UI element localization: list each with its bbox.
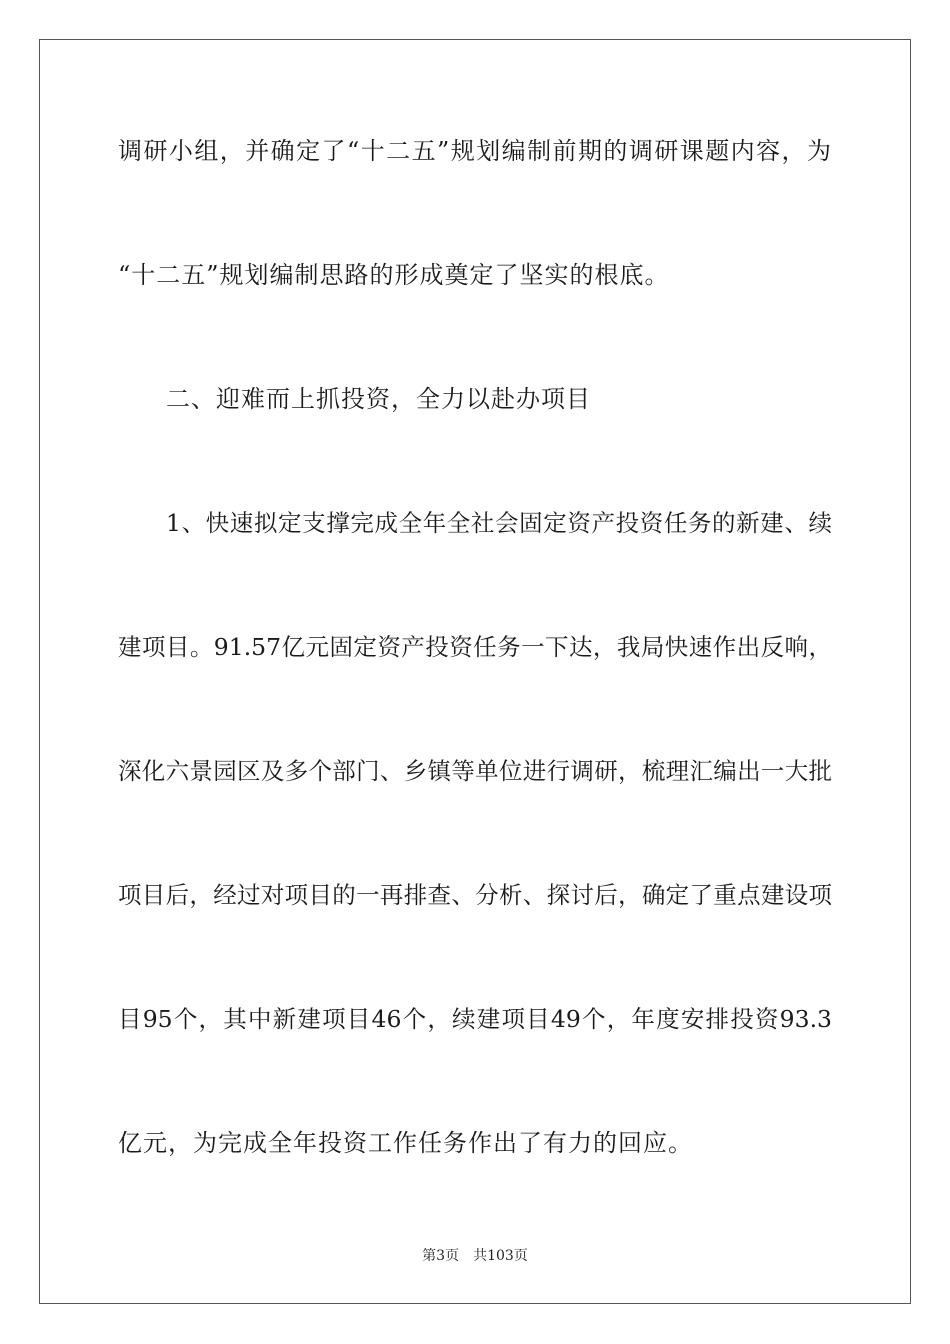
paragraph-line: “十二五”规划编制思路的形成奠定了坚实的根底。 bbox=[118, 261, 670, 289]
page-number: 第3页 bbox=[422, 1248, 460, 1264]
section-heading: 二、迎难而上抓投资，全力以赴办项目 bbox=[166, 385, 591, 413]
paragraph-line: 亿元，为完成全年投资工作任务作出了有力的回应。 bbox=[118, 1129, 693, 1157]
paragraph-line: 1、快速拟定支撑完成全年全社会固定资产投资任务的新建、续 bbox=[166, 509, 832, 537]
paragraph-line: 目95个，其中新建项目46个，续建项目49个，年度安排投资93.3 bbox=[118, 1005, 832, 1033]
page-footer bbox=[0, 1247, 950, 1265]
paragraph-line: 调研小组，并确定了“十二五”规划编制前期的调研课题内容，为 bbox=[118, 137, 832, 165]
page-border bbox=[39, 39, 911, 1304]
paragraph-line: 深化六景园区及多个部门、乡镇等单位进行调研，梳理汇编出一大批 bbox=[118, 757, 832, 785]
paragraph-line: 建项目。91.57亿元固定资产投资任务一下达，我局快速作出反响， bbox=[118, 633, 832, 661]
paragraph-line: 项目后，经过对项目的一再排查、分析、探讨后，确定了重点建设项 bbox=[118, 881, 832, 909]
page-total: 共103页 bbox=[473, 1248, 528, 1264]
